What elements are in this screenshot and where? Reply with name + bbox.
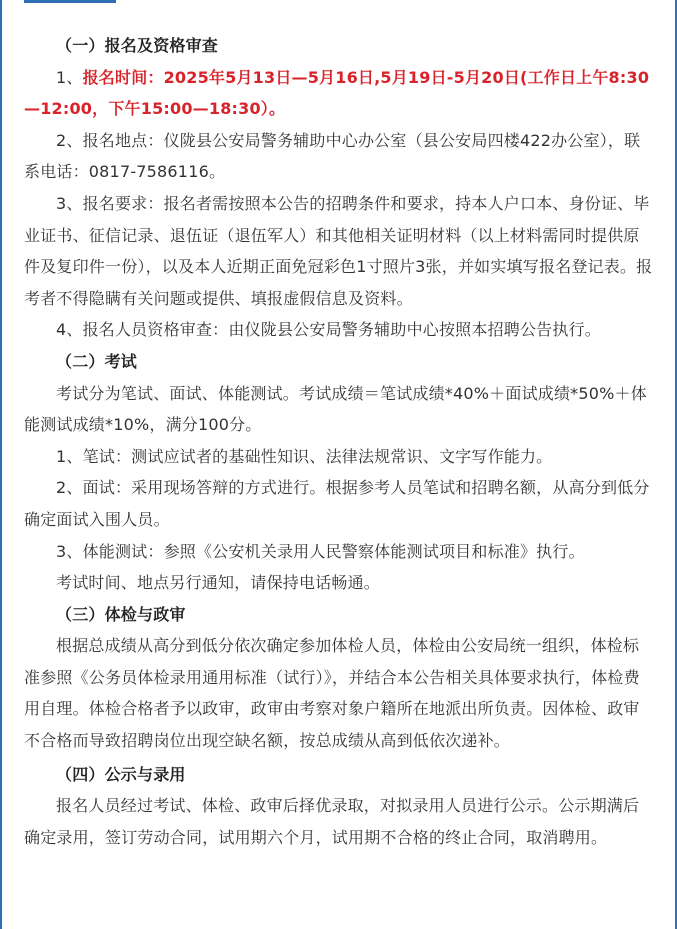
top-accent-rule bbox=[24, 0, 116, 3]
item-number: 1、 bbox=[56, 67, 83, 87]
section-heading-medical: （三）体检与政审 bbox=[56, 604, 186, 624]
article-body bbox=[24, 30, 655, 853]
registration-time-highlight: 报名时间：2025年5月13日—5月16日,5月19日-5月20日(工作日上午8:30—12:00，下午15:00—18:30）。 bbox=[24, 67, 650, 119]
exam-intro: 考试分为笔试、面试、体能测试。考试成绩＝笔试成绩*40%＋面试成绩*50%＋体能测试成绩*10%，满分100分。 bbox=[24, 383, 647, 435]
exam-notice: 考试时间、地点另行通知，请保持电话畅通。 bbox=[56, 573, 381, 593]
publicity-body: 报名人员经过考试、体检、政审后择优录取，对拟录用人员进行公示。公示期满后确定录用，签订劳动合同，试用期六个月，试用期不合格的终止合同，取消聘用。 bbox=[24, 796, 640, 847]
qualification-review: 4、报名人员资格审查：由仪陇县公安局警务辅助中心按照本招聘公告执行。 bbox=[56, 320, 601, 340]
registration-requirements: 3、报名要求：报名者需按照本公告的招聘条件和要求，持本人户口本、身份证、毕业证书、征信记录、退伍证（退伍军人）和其他相关证明材料（以上材料需同时提供原件及复印件一份），以及本人近期正面免冠彩色1寸照片3张，并如实填写报名登记表。报考者不得隐瞒有关问题或提供、填报虚假信息及资料。 bbox=[24, 193, 653, 308]
section-heading-publicity: （四）公示与录用 bbox=[56, 764, 186, 784]
exam-interview: 2、面试：采用现场答辩的方式进行。根据参考人员笔试和招聘名额，从高分到低分确定面试入围人员。 bbox=[24, 478, 650, 529]
registration-time bbox=[24, 62, 655, 125]
section-heading-registration: （一）报名及资格审查 bbox=[56, 36, 219, 55]
exam-written: 1、笔试：测试应试者的基础性知识、法律法规常识、文字写作能力。 bbox=[56, 446, 553, 466]
medical-body: 根据总成绩从高分到低分依次确定参加体检人员，体检由公安局统一组织，体检标准参照《公务员体检录用通用标准（试行）》，并结合本公告相关具体要求执行，体检费用自理。体检合格者予以政审，政审由考察对象户籍所在地派出所负责。因体检、政审不合格而导致招聘岗位出现空缺名额，按总成绩从高到低依次递补。 bbox=[24, 636, 640, 751]
section-heading-exam: （二）考试 bbox=[56, 351, 138, 371]
registration-location: 2、报名地点：仪陇县公安局警务辅助中心办公室（县公安局四楼422办公室），联系电话：0817-7586116。 bbox=[24, 130, 641, 182]
exam-physical: 3、体能测试：参照《公安机关录用人民警察体能测试项目和标准》执行。 bbox=[56, 541, 585, 561]
